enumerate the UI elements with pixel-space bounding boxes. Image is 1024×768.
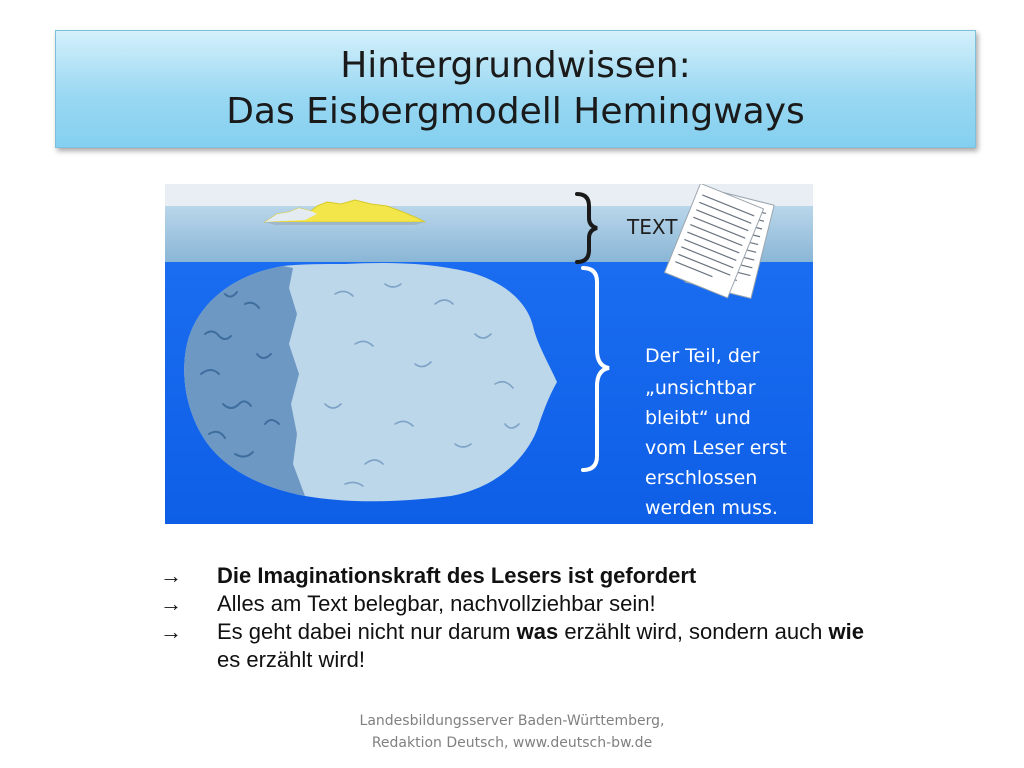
footer-line-1: Landesbildungsserver Baden-Württemberg, xyxy=(359,713,665,729)
iceberg-underwater-icon xyxy=(184,263,557,501)
bullet-item xyxy=(160,590,880,618)
arrow-right-icon: → xyxy=(160,563,182,588)
figure-caption-line: Der Teil, der xyxy=(645,345,760,367)
figure-caption-line: „unsichtbar xyxy=(645,377,756,399)
bullet-text: Die Imaginationskraft des Lesers ist gefordert xyxy=(217,563,697,588)
bullet-item xyxy=(160,618,880,674)
bullet-text: Alles am Text belegbar, nachvollziehbar sein! xyxy=(217,591,656,616)
bullet-text-bold: wie xyxy=(828,619,864,644)
title-line-1: Hintergrundwissen: xyxy=(340,45,691,86)
bullet-text: erzählt wird, sondern auch xyxy=(558,619,829,644)
figure-caption-line: erschlossen xyxy=(645,467,758,489)
arrow-right-icon: → xyxy=(160,591,182,616)
figure-caption-line: bleibt“ und xyxy=(645,407,751,429)
bullet-text: Es geht dabei nicht nur darum xyxy=(217,619,517,644)
figure-caption-line: werden muss. xyxy=(645,497,778,519)
iceberg-figure xyxy=(165,184,813,524)
figure-caption-line: vom Leser erst xyxy=(645,437,787,459)
bullet-item xyxy=(160,562,880,590)
title-box xyxy=(55,30,976,148)
footer-line-2: Redaktion Deutsch, www.deutsch-bw.de xyxy=(371,735,653,751)
bullet-list xyxy=(160,562,880,674)
arrow-right-icon: → xyxy=(160,619,182,644)
title-line-2: Das Eisbergmodell Hemingways xyxy=(226,91,805,132)
figure-label-text: TEXT xyxy=(627,215,678,239)
bullet-text: es erzählt wird! xyxy=(217,647,365,672)
footer xyxy=(312,710,712,754)
bullet-text-bold: was xyxy=(516,619,559,644)
